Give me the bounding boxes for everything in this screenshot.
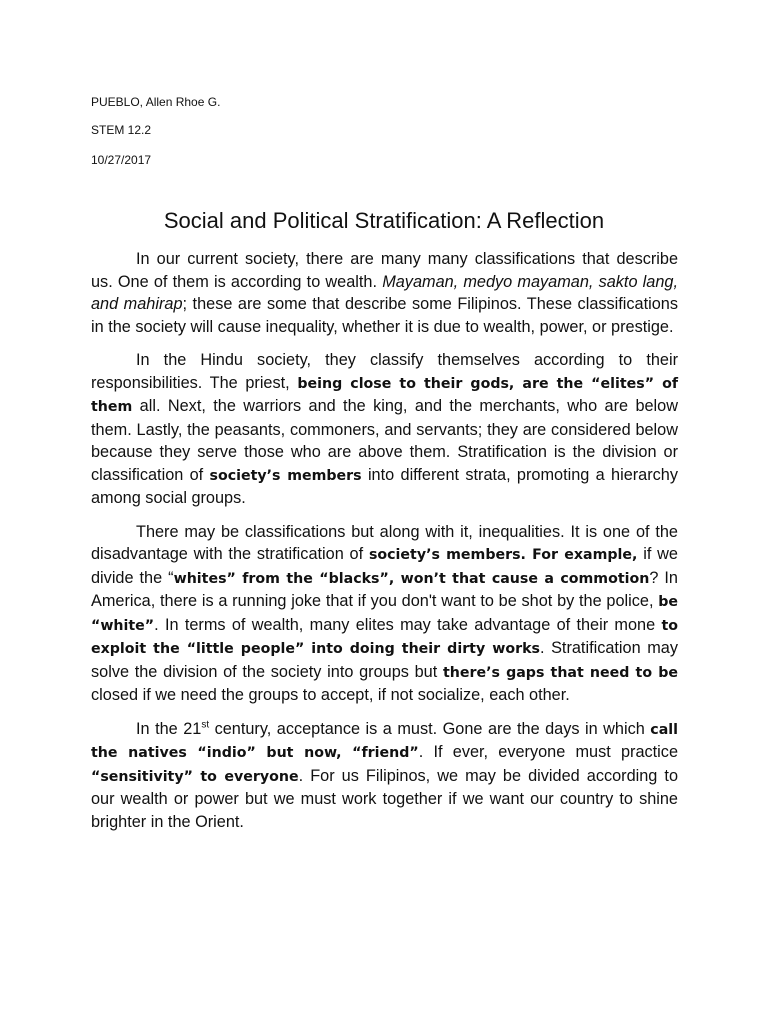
paragraph-1-text: ; these are some that describe some Filipinos. These classifications in the society will cause inequality, whether it is due to wealth, power, or prestige.	[91, 295, 678, 336]
paragraph-3-bold: whites” from the “blacks”, won’t that cause a commotion	[173, 570, 650, 587]
paragraph-3-text: There may be classifications but along with it, inequalities. It is one of the disadvantage with the stratification of	[91, 522, 678, 563]
paragraph-3-bold: to exploit the “little people” into doing their dirty works	[91, 617, 678, 657]
document-body	[91, 248, 678, 844]
paragraph-3-text: if we divide the “	[91, 545, 678, 587]
paragraph-2-text: into different strata, promoting a hierarchy among social groups.	[91, 465, 678, 507]
paragraph-2-bold: society’s members	[209, 467, 362, 484]
class-section: STEM 12.2	[91, 123, 152, 137]
paragraph-3-text: closed if we need the groups to accept, if not socialize, each other.	[91, 686, 570, 704]
paragraph-3-bold: there’s gaps that need to be	[442, 664, 679, 681]
document-date: 10/27/2017	[91, 153, 152, 167]
paragraph-1-text: In our current society, there are many many classifications that describe us. One of them is according to wealth.	[91, 250, 678, 291]
paragraph-3	[91, 521, 678, 707]
paragraph-3-bold: society’s members. For example,	[368, 547, 638, 563]
paragraph-4	[91, 718, 678, 834]
paragraph-4-text: . For us Filipinos, we may be divided according to our wealth or power but we must work together if we want our country to shine brighter in the Orient.	[91, 766, 678, 831]
paragraph-1-italic: Mayaman, medyo mayaman, sakto lang, and mahirap	[91, 272, 678, 313]
paragraph-4-bold: “sensitivity” to everyone	[91, 768, 299, 785]
paragraph-3-text: . In terms of wealth, many elites may take advantage of their mone	[154, 615, 662, 634]
paragraph-2	[91, 349, 678, 510]
author-name: PUEBLO, Allen Rhoe G.	[91, 95, 221, 109]
document-title: Social and Political Stratification: A Reflection	[163, 208, 605, 233]
ordinal-superscript: st	[201, 719, 210, 731]
paragraph-2-text: all. Next, the warriors and the king, and the merchants, who are below them. Lastly, the peasants, commoners, and servants; they are considered below because they serve those who are above them. Stratification is the division or classification of	[91, 397, 678, 484]
paragraph-3-bold: be “white”	[91, 594, 678, 634]
paragraph-2-text: In the Hindu society, they classify themselves according to their responsibilities. The priest,	[91, 351, 678, 392]
paragraph-3-text: ? In America, there is a running joke that if you don't want to be shot by the police,	[91, 568, 678, 610]
paragraph-4-text: In the 21	[136, 719, 202, 738]
paragraph-4-text: century, acceptance is a must. Gone are the days in which	[209, 719, 651, 738]
paragraph-4-bold: call the natives “indio” but now, “friend”	[91, 721, 678, 761]
paragraph-2-bold: being close to their gods, are the “elites” of them	[91, 375, 678, 415]
paragraph-3-text: . Stratification may solve the division of the society into groups but	[91, 639, 678, 681]
paragraph-4-text: . If ever, everyone must practice	[418, 743, 678, 761]
paragraph-1	[91, 248, 678, 338]
